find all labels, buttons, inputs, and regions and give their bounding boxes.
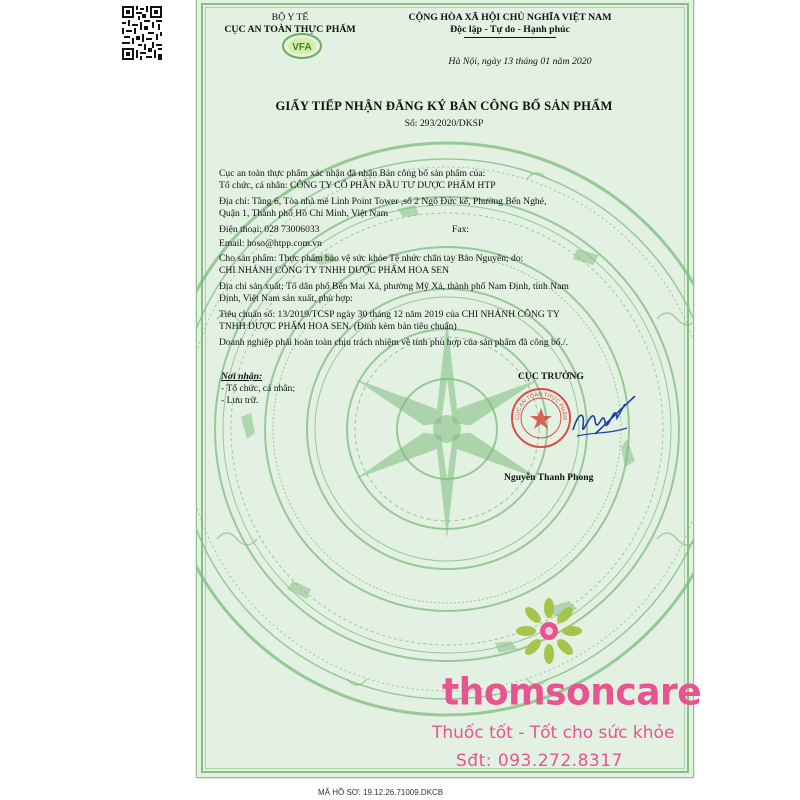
flower-logo-icon <box>512 594 586 668</box>
recipient-item: - Tổ chức, cá nhân; <box>221 383 296 394</box>
issue-date: Hà Nội, ngày 13 tháng 01 năm 2020 <box>448 56 592 67</box>
signer-title: CỤC TRƯỞNG <box>518 371 584 382</box>
country-name: CỘNG HÒA XÃ HỘI CHỦ NGHĨA VIỆT NAM <box>408 12 612 23</box>
dossier-code: MÃ HỒ SƠ: 19.12.26.71009.DKCB <box>318 788 444 797</box>
svg-text:CỤC AN TOÀN THỰC PHẨM: CỤC AN TOÀN THỰC PHẨM <box>514 391 568 420</box>
brand-phone: Sđt: 093.272.8317 <box>456 751 623 771</box>
address-line-1: Địa chỉ: Tầng 6, Tòa nhà mê Linh Point Tower ,số 2 Ngô Đức kế, Phường Bến Nghé, <box>219 196 547 207</box>
recipient-item: - Lưu trữ. <box>221 395 259 406</box>
document-title: GIẤY TIẾP NHẬN ĐĂNG KÝ BẢN CÔNG BỐ SẢN PHẨM <box>275 99 613 113</box>
production-address-2: Định, Việt Nam sản xuất, phù hợp: <box>219 293 353 304</box>
address-line-2: Quận 1, Thành phố Hồ Chí Minh, Việt Nam <box>219 208 389 219</box>
vfa-logo <box>281 32 323 60</box>
organization: Tổ chức, cá nhân: CÔNG TY CỔ PHẦN ĐẦU TƯ DƯỢC PHẨM HTP <box>219 180 496 191</box>
manufacturer: CHI NHÁNH CÔNG TY TNHH DƯỢC PHẨM HOA SEN <box>219 265 450 276</box>
phone-number: Điện thoại: 028 73006033 <box>219 224 320 235</box>
qr-code <box>120 4 164 62</box>
recipients-heading: Nơi nhận: <box>221 371 263 382</box>
document-number: Số: 293/2020/DKSP <box>404 118 484 129</box>
production-address-1: Địa chỉ sản xuất: Tổ dân phố Bến Mai Xá, phường Mỹ Xá, thành phố Nam Định, tỉnh Nam <box>219 281 569 292</box>
brand-slogan: Thuốc tốt - Tốt cho sức khỏe <box>432 723 675 743</box>
department-name: CỤC AN TOÀN THỰC PHẨM <box>224 24 356 35</box>
standard-line-1: Tiêu chuẩn số: 13/2019/TCSP ngày 30 tháng 12 năm 2019 của CHI NHÁNH CÔNG TY <box>219 309 560 320</box>
responsibility-note: Doanh nghiệp phải hoàn toàn chịu trách nhiệm về tính phù hợp của sản phẩm đã công bố./. <box>219 337 569 348</box>
brand-name: thomsoncare <box>442 670 702 715</box>
national-motto: Độc lập - Tự do - Hạnh phúc <box>450 24 570 35</box>
official-red-stamp <box>509 386 573 450</box>
ministry-name: BỘ Y TẾ <box>271 12 309 23</box>
motto-underline <box>464 37 556 38</box>
product-line: Cho sản phẩm: Thực phẩm bảo vệ sức khỏe Tê nhức chân tay Bảo Nguyên; do: <box>219 253 524 264</box>
signer-name: Nguyễn Thanh Phong <box>504 472 594 483</box>
body-intro: Cục an toàn thực phẩm xác nhận đã nhận Bản công bố sản phẩm của: <box>219 168 486 179</box>
svg-text:VFA: VFA <box>292 42 312 53</box>
handwritten-signature <box>565 390 645 450</box>
email-address: Email: hoso@htpp.com.vn <box>219 238 322 249</box>
fax-number: Fax: <box>452 224 470 235</box>
standard-line-2: TNHH DƯỢC PHẨM HOA SEN. (Đính kèm bản tiêu chuẩn) <box>219 321 457 332</box>
